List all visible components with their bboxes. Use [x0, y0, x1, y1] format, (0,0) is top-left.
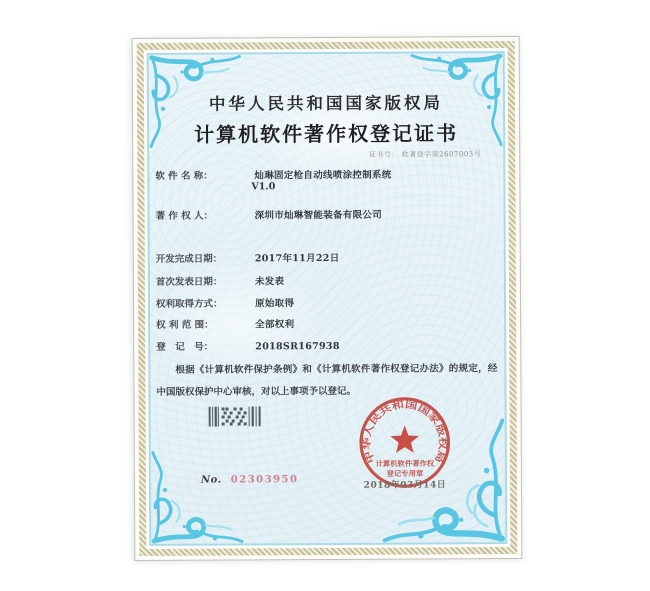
certificate-page — [132, 36, 523, 561]
serial-number-label: No. — [200, 474, 222, 486]
barcode — [209, 406, 263, 426]
field-label: 登 记 号： — [156, 341, 214, 353]
seal-inner-line2: 登记专用章 — [386, 468, 424, 479]
field-value: 2017年11月22日 — [254, 252, 340, 265]
field-rights-scope — [156, 315, 496, 331]
certificate-number — [369, 149, 481, 160]
field-first-publication — [156, 272, 496, 288]
field-software-name — [155, 166, 495, 182]
certificate-number-label: 证书号： — [368, 150, 399, 159]
field-copyright-owner — [156, 206, 496, 222]
field-label: 权 利 范 围： — [156, 319, 214, 331]
field-value: 全部权利 — [255, 319, 295, 331]
field-value: 2018SR167938 — [255, 340, 340, 353]
seal-star-icon — [390, 426, 419, 453]
field-value: 深圳市灿琳智能装备有限公司 — [254, 209, 383, 222]
field-label: 开发完成日期： — [155, 253, 223, 265]
certificate-number-value: 软著登字第2607003号 — [401, 150, 482, 159]
field-rights-acquisition — [156, 294, 496, 310]
certificate-inner-area — [147, 51, 508, 546]
serial-number — [201, 474, 299, 486]
field-value: 灿琳固定枪自动线喷涂控制系统 — [254, 169, 392, 182]
seal-date: 2018年03月14日 — [363, 480, 447, 491]
seal-inner-line1: 计算机软件著作权 — [375, 458, 435, 469]
field-completion-date — [156, 249, 496, 265]
field-label: 权利取得方式： — [155, 298, 223, 310]
corner-flourish-icon — [149, 449, 246, 546]
field-label: 著 作 权 人： — [155, 210, 214, 222]
issuer-title: 中华人民共和国国家版权局 — [208, 93, 444, 114]
serial-number-digits: 02303950 — [230, 474, 299, 486]
field-software-version: V1.0 — [251, 181, 276, 193]
field-label: 首次发表日期： — [155, 276, 223, 288]
seal-ring-text: 中华人民共和国国家版权局 — [361, 399, 448, 465]
field-value: 未发表 — [254, 276, 285, 288]
registration-statement: 根据《计算机软件保护条例》和《计算机软件著作权登记办法》的规定，经中国版权保护中心审核，对以上事项予以登记。 — [156, 363, 498, 398]
field-value: 原始取得 — [255, 298, 295, 310]
official-seal — [358, 395, 452, 489]
field-label: 软 件 名 称： — [155, 170, 213, 182]
certificate-title: 计算机软件著作权登记证书 — [194, 121, 459, 147]
field-registration-number — [156, 337, 496, 353]
